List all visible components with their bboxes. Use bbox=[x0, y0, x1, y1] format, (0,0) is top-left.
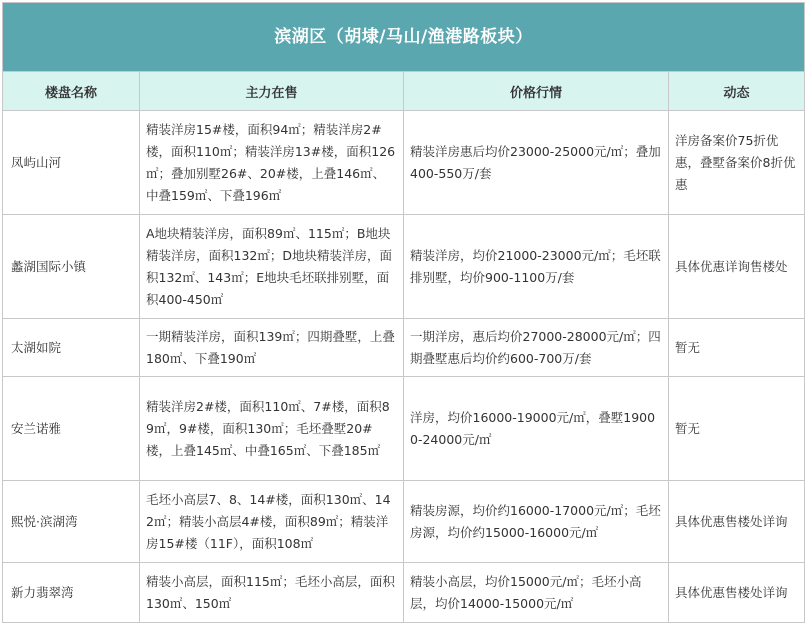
header-sale: 主力在售 bbox=[140, 72, 404, 111]
cell-sale: 精装洋房2#楼，面积110㎡、7#楼，面积89㎡，9#楼，面积130㎡；毛坯叠墅20#楼，上叠145㎡、中叠165㎡、下叠185㎡ bbox=[140, 377, 404, 481]
header-name: 楼盘名称 bbox=[3, 72, 140, 111]
cell-name: 新力翡翠湾 bbox=[3, 563, 140, 623]
cell-name: 凤屿山河 bbox=[3, 111, 140, 215]
property-table bbox=[2, 2, 805, 623]
cell-price: 洋房，均价16000-19000元/㎡，叠墅19000-24000元/㎡ bbox=[404, 377, 669, 481]
cell-name: 熙悦·滨湖湾 bbox=[3, 481, 140, 563]
cell-sale: A地块精装洋房，面积89㎡、115㎡；B地块精装洋房，面积132㎡；D地块精装洋房，面积132㎡、143㎡；E地块毛坯联排别墅，面积400-450㎡ bbox=[140, 215, 404, 319]
table-row bbox=[3, 481, 805, 563]
cell-sale: 毛坯小高层7、8、14#楼，面积130㎡、142㎡；精装小高层4#楼，面积89㎡；精装洋房15#楼（11F），面积108㎡ bbox=[140, 481, 404, 563]
cell-price: 精装洋房惠后均价23000-25000元/㎡；叠加400-550万/套 bbox=[404, 111, 669, 215]
table-row bbox=[3, 319, 805, 377]
cell-news: 暂无 bbox=[669, 319, 805, 377]
cell-news: 暂无 bbox=[669, 377, 805, 481]
cell-name: 安兰诺雅 bbox=[3, 377, 140, 481]
table-title: 滨湖区（胡埭/马山/渔港路板块） bbox=[3, 3, 805, 72]
cell-news: 洋房备案价75折优惠，叠墅备案价8折优惠 bbox=[669, 111, 805, 215]
cell-price: 精装洋房，均价21000-23000元/㎡；毛坯联排别墅，均价900-1100万/套 bbox=[404, 215, 669, 319]
cell-sale: 一期精装洋房，面积139㎡；四期叠墅，上叠180㎡、下叠190㎡ bbox=[140, 319, 404, 377]
cell-price: 精装房源，均价约16000-17000元/㎡；毛坯房源，均价约15000-16000元/㎡ bbox=[404, 481, 669, 563]
cell-price: 精装小高层，均价15000元/㎡；毛坯小高层，均价14000-15000元/㎡ bbox=[404, 563, 669, 623]
cell-sale: 精装洋房15#楼，面积94㎡；精装洋房2#楼，面积110㎡；精装洋房13#楼，面积126㎡；叠加别墅26#、20#楼，上叠146㎡、中叠159㎡、下叠196㎡ bbox=[140, 111, 404, 215]
table-row bbox=[3, 563, 805, 623]
header-row bbox=[3, 72, 805, 111]
cell-sale: 精装小高层，面积115㎡；毛坯小高层，面积130㎡、150㎡ bbox=[140, 563, 404, 623]
table-row bbox=[3, 215, 805, 319]
header-price: 价格行情 bbox=[404, 72, 669, 111]
table-row bbox=[3, 377, 805, 481]
cell-name: 太湖如院 bbox=[3, 319, 140, 377]
cell-name: 蠡湖国际小镇 bbox=[3, 215, 140, 319]
cell-news: 具体优惠售楼处详询 bbox=[669, 481, 805, 563]
title-row bbox=[3, 3, 805, 72]
header-news: 动态 bbox=[669, 72, 805, 111]
table-row bbox=[3, 111, 805, 215]
cell-news: 具体优惠售楼处详询 bbox=[669, 563, 805, 623]
cell-news: 具体优惠详询售楼处 bbox=[669, 215, 805, 319]
cell-price: 一期洋房，惠后均价27000-28000元/㎡；四期叠墅惠后均价约600-700万/套 bbox=[404, 319, 669, 377]
